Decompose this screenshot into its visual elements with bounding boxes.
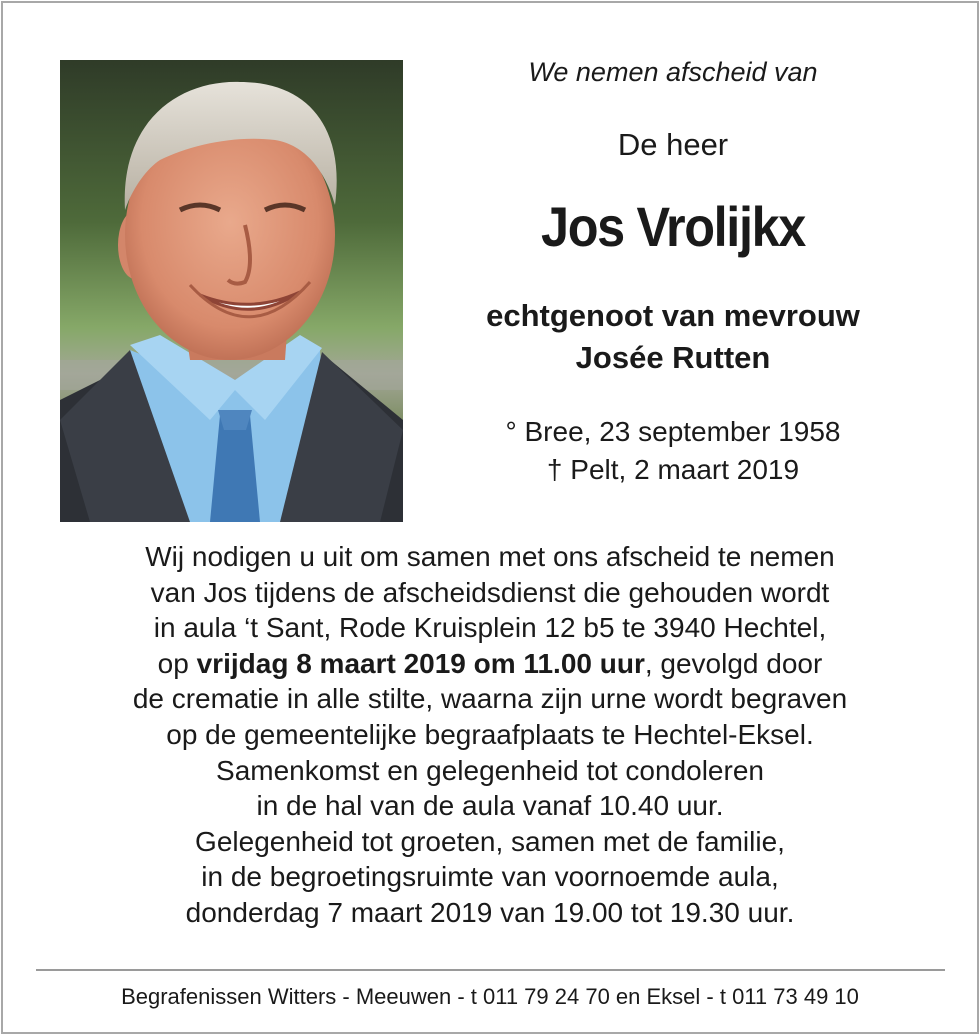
invitation-line: de crematie in alle stilte, waarna zijn urne wordt begraven bbox=[132, 683, 848, 715]
service-datetime: vrijdag 8 maart 2019 om 11.00 uur bbox=[196, 647, 645, 679]
deceased-name: Jos Vrolijkx bbox=[541, 195, 805, 258]
invitation-line: in aula ‘t Sant, Rode Kruisplein 12 b5 te 3940 Hechtel, bbox=[153, 612, 827, 644]
funeral-invitation bbox=[33, 539, 947, 931]
invitation-line: Wij nodigen u uit om samen met ons afscheid te nemen bbox=[145, 541, 835, 572]
invitation-text: , gevolgd door bbox=[644, 647, 823, 679]
spouse-relation: echtgenoot van mevrouw bbox=[486, 298, 860, 333]
portrait-photo bbox=[60, 60, 403, 522]
spouse-info bbox=[423, 295, 923, 379]
invitation-line: in de begroetingsruimte van voornoemde aula, bbox=[201, 861, 779, 893]
life-dates bbox=[423, 413, 923, 489]
spouse-name: Josée Rutten bbox=[575, 340, 771, 375]
death-date: Pelt, 2 maart 2019 bbox=[562, 454, 800, 485]
birth-date: ° Bree, 23 september 1958 bbox=[505, 416, 841, 447]
invitation-line: op de gemeentelijke begraafplaats te Hechtel-Eksel. bbox=[166, 718, 814, 750]
obituary-card bbox=[1, 1, 979, 1034]
invitation-line: donderdag 7 maart 2019 van 19.00 tot 19.30 uur. bbox=[185, 896, 795, 928]
invitation-line: van Jos tijdens de afscheidsdienst die gehouden wordt bbox=[150, 576, 830, 608]
cross-icon: † bbox=[546, 454, 563, 485]
invitation-text: op bbox=[157, 647, 197, 679]
invitation-line: in de hal van de aula vanaf 10.40 uur. bbox=[256, 790, 724, 822]
notice-header bbox=[423, 53, 923, 489]
intro-text: We nemen afscheid van bbox=[528, 57, 818, 87]
footer-divider bbox=[36, 969, 945, 971]
invitation-line: Samenkomst en gelegenheid tot condoleren bbox=[216, 754, 764, 786]
invitation-line: Gelegenheid tot groeten, samen met de familie, bbox=[195, 825, 785, 857]
funeral-home-contact: Begrafenissen Witters - Meeuwen - t 011 79 24 70 en Eksel - t 011 73 49 10 bbox=[121, 984, 859, 1009]
honorific: De heer bbox=[617, 127, 729, 162]
invitation-line bbox=[33, 646, 947, 682]
